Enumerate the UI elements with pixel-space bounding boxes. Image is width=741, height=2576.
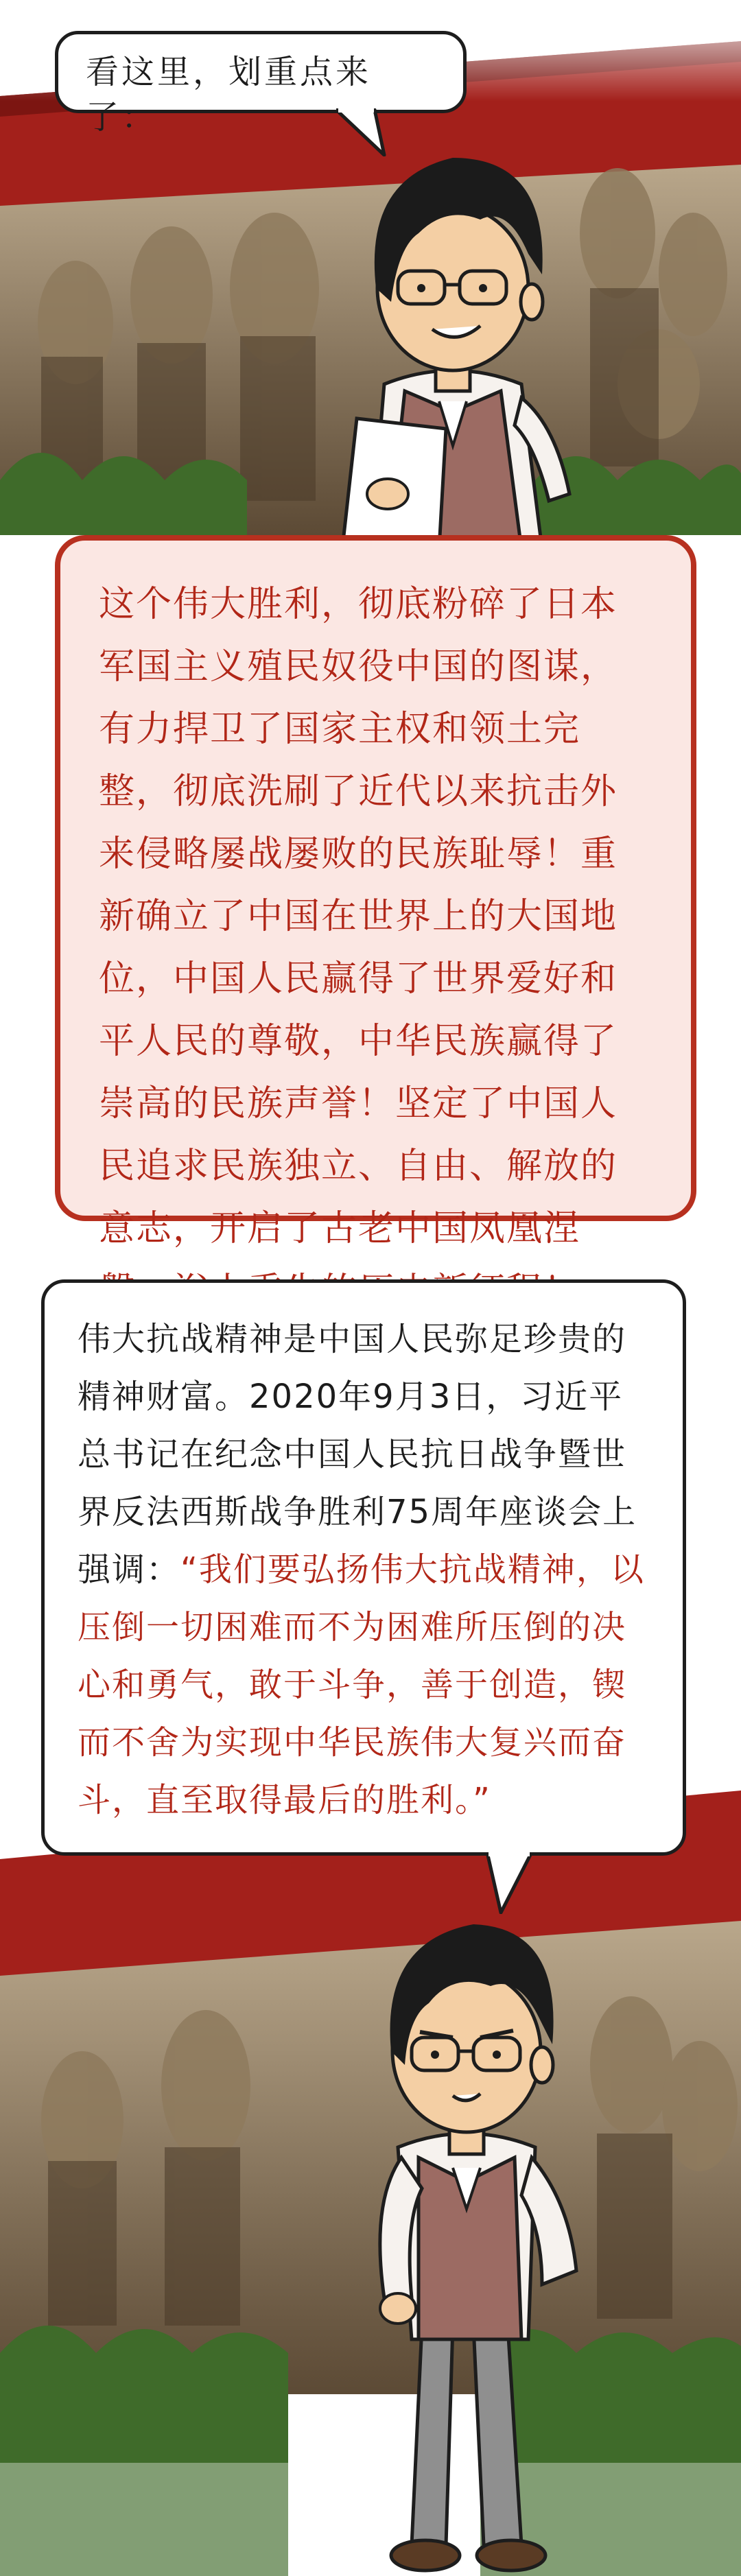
speech-tail-quote: [480, 1852, 542, 1914]
quote-intro-text: 伟大抗战精神是中国人民弥足珍贵的精神财富。2020年9月3日，习近平总书记在纪念中国人民抗日战争暨世界反法西斯战争胜利75周年座谈会上强调：: [78, 1320, 637, 1589]
intro-speech-bubble: [55, 31, 467, 137]
speech-tail: [336, 108, 391, 156]
memorial-wall-illustration-bottom: [0, 1777, 741, 2576]
bottom-scene: [0, 1777, 741, 2576]
victory-significance-text: 这个伟大胜利，彻底粉碎了日本军国主义殖民奴役中国的图谋，有力捍卫了国家主权和领土完整，彻底洗刷了近代以来抗击外来侵略屡战屡败的民族耻辱！重新确立了中国在世界上的大国地位，中国人民赢得了世界爱好和平人民的尊敬，中华民族赢得了崇高的民族声誉！坚定了中国人民追求民族独立、自由、解放的意志，开启了古老中国凤凰涅: [99, 584, 618, 1249]
spirit-quote-paragraph: [78, 1310, 650, 1829]
intro-speech-text: 看这里，划重点来了：: [86, 53, 372, 137]
spirit-quote-bubble: [41, 1279, 686, 1856]
quote-text: “我们要弘扬伟大抗战精神，以压倒一切困难而不为困难所压倒的决心和勇气，敢于斗争，善于创造，锲而不舍为实现中华民族伟大复兴而奋斗，直至取得最后的胜利。”: [78, 1550, 645, 1819]
victory-significance-panel: [55, 535, 696, 1249]
